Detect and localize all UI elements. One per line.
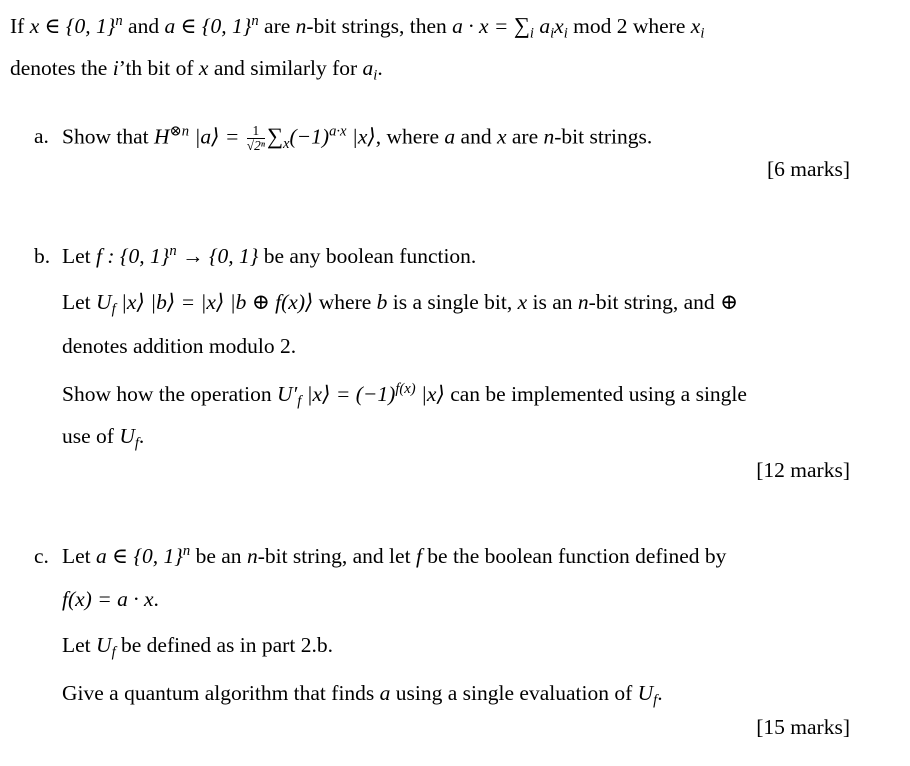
text: Give a quantum algorithm that finds <box>62 681 380 705</box>
text: -bit strings, then <box>306 14 453 39</box>
math: a <box>444 124 456 149</box>
part-c-label: c. <box>34 544 49 569</box>
math: (−1) <box>289 124 330 149</box>
text: denotes the <box>10 56 113 80</box>
text: -bit string, and let <box>257 544 416 569</box>
math-sup: n <box>169 243 177 259</box>
text: and <box>122 14 165 39</box>
text: is a single bit, <box>387 290 518 314</box>
text: be any boolean function. <box>258 244 477 269</box>
math-sub: i <box>529 25 534 42</box>
math: x ∈ {0, 1} <box>29 14 116 39</box>
part-a-label: a. <box>34 124 49 149</box>
math: n <box>543 124 555 149</box>
text: ’th bit of <box>118 56 199 80</box>
math: U <box>96 633 112 657</box>
text: be defined as in part 2.b. <box>115 633 333 657</box>
math: |x⟩ <box>346 124 376 149</box>
text: . <box>657 681 663 705</box>
text: where <box>313 290 377 314</box>
text: Let <box>62 290 97 314</box>
part-c-line-2 <box>62 589 159 611</box>
text: and similarly for <box>208 56 363 80</box>
math: U <box>637 681 654 705</box>
text: mod 2 where <box>567 14 691 39</box>
sum-symbol: ∑ <box>266 123 284 149</box>
math: n <box>246 544 258 569</box>
text: -bit string, and <box>588 290 721 314</box>
math-sup: f(x) <box>395 381 416 397</box>
math-sup: ⊗n <box>169 123 190 140</box>
xor-symbol: ⊕ <box>720 290 739 314</box>
part-c-line-4 <box>62 683 663 708</box>
text: . <box>153 587 159 611</box>
math-sup: n <box>251 13 259 29</box>
math: a <box>362 56 374 80</box>
part-a-marks: [6 marks] <box>767 157 850 181</box>
math: i <box>112 56 119 80</box>
math: n <box>295 14 307 39</box>
part-b-line-1 <box>34 244 476 268</box>
math-sub: f <box>297 393 302 410</box>
fraction-denominator: √2ⁿ <box>246 137 265 153</box>
math: a <box>379 681 391 705</box>
intro-line-2 <box>10 58 383 83</box>
text: -bit strings. <box>554 124 653 149</box>
math: f(x) = a · x <box>62 587 154 611</box>
text: use of <box>62 424 120 448</box>
math: x <box>554 14 564 39</box>
sum-symbol: ∑ <box>513 13 530 39</box>
math: x <box>690 14 701 39</box>
math: U′ <box>276 382 298 407</box>
math: |x⟩ = (−1) <box>301 382 396 407</box>
math-sub: i <box>700 25 705 42</box>
fraction <box>247 124 265 153</box>
math: f <box>415 544 422 569</box>
text: denotes addition modulo 2. <box>62 334 297 358</box>
text: be an <box>190 544 247 569</box>
math-sup: n <box>182 543 191 559</box>
text: If <box>10 14 30 39</box>
math: f <box>96 244 103 269</box>
text: Let <box>62 633 97 657</box>
math: : {0, 1} <box>102 244 170 269</box>
part-c-marks: [15 marks] <box>756 715 850 739</box>
text: can be implemented using a single <box>444 382 747 407</box>
part-b-marks: [12 marks] <box>756 458 850 482</box>
text: Let <box>62 544 97 569</box>
math: U <box>119 424 135 448</box>
fraction-numerator: 1 <box>247 124 265 139</box>
part-b-line-3 <box>62 336 296 358</box>
part-b-line-5 <box>62 426 144 451</box>
math: a ∈ {0, 1} <box>96 544 183 569</box>
text: be the boolean function defined by <box>421 544 727 569</box>
math-sub: x <box>283 135 290 152</box>
text: Show that <box>62 124 154 149</box>
math: n <box>577 290 589 314</box>
math-sub: f <box>653 692 658 709</box>
part-b-label: b. <box>34 244 51 269</box>
math: U <box>96 290 112 314</box>
part-c-line-3 <box>62 635 333 660</box>
text: Show how the operation <box>62 382 277 407</box>
text: are <box>258 14 296 39</box>
text: using a single evaluation of <box>390 681 638 705</box>
math-sub: f <box>111 301 116 318</box>
math: x <box>198 56 209 80</box>
text: Let <box>62 244 97 269</box>
text: . <box>138 424 145 448</box>
text: . <box>377 56 383 80</box>
math: a <box>539 14 551 39</box>
math-sup: n <box>115 13 123 29</box>
math-sup: a·x <box>329 123 347 140</box>
text: is an <box>527 290 578 314</box>
math-sub: i <box>373 67 378 84</box>
math: |x⟩ |b⟩ = |x⟩ |b ⊕ f(x)⟩ <box>115 290 314 314</box>
part-a-line-1 <box>34 124 652 153</box>
math-sub: f <box>134 435 139 452</box>
text: , where <box>375 124 445 149</box>
math-sub: i <box>563 25 568 42</box>
part-b-line-4 <box>62 382 747 409</box>
math: a ∈ {0, 1} <box>164 14 252 39</box>
text: and <box>455 124 497 149</box>
math-sub: f <box>111 644 116 661</box>
math: |x⟩ <box>415 382 445 407</box>
math-sub: i <box>550 25 555 42</box>
part-c-line-1 <box>34 544 726 568</box>
text: are <box>506 124 544 149</box>
math: x <box>517 290 528 314</box>
math: b <box>376 290 388 314</box>
math: x <box>496 124 507 149</box>
math: → {0, 1} <box>176 244 259 269</box>
part-b-line-2 <box>62 292 738 317</box>
math: a · x = <box>452 14 514 39</box>
math: H <box>153 124 170 149</box>
intro-line-1 <box>10 14 704 41</box>
math: |a⟩ = <box>189 124 245 149</box>
